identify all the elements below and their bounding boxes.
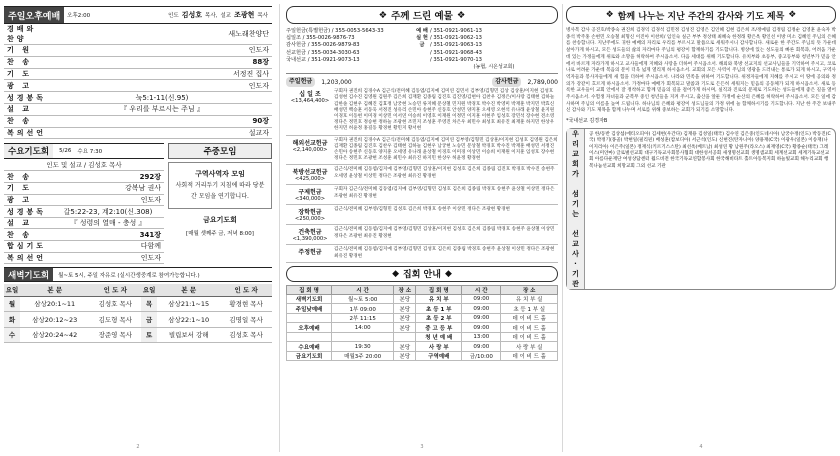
gathering-table	[286, 285, 558, 362]
side-char: 기	[572, 200, 579, 209]
order-row	[4, 92, 272, 104]
side-char: 교	[572, 240, 579, 249]
wednesday-service-title: 수요기도회	[4, 144, 53, 158]
table-cell	[287, 332, 332, 342]
table-row	[287, 351, 558, 361]
table-cell: 09:00	[462, 313, 501, 323]
offering-group	[286, 205, 558, 225]
diamond-icon: ❖	[605, 10, 614, 20]
gathering-banner	[286, 266, 558, 282]
prayer-title: 함께 나누는 지난 주간의 감사와 기도 제목	[617, 11, 785, 22]
table-cell	[394, 332, 416, 342]
weekday-meetings-title: 주중모임	[168, 143, 272, 159]
order-row	[4, 80, 272, 92]
page-divider	[279, 4, 280, 452]
order-label: 성경봉독	[4, 206, 52, 218]
diamond-icon: ❖	[788, 10, 797, 20]
prayer-signer: *국내선교 김경자B	[566, 118, 608, 125]
afternoon-service-time: 오후2:00	[67, 13, 91, 19]
sunday-offering-label: 주일헌금	[286, 77, 315, 87]
diamond-icon: ◆	[444, 268, 452, 279]
table-header: 본 문	[20, 284, 90, 296]
order-row	[4, 24, 272, 45]
offering-group-label	[286, 89, 334, 132]
table-cell: 구역예배	[416, 351, 462, 361]
wednesday-service-header	[4, 143, 164, 159]
account-list-middle-label: 예 배 실 헌 금	[416, 28, 428, 49]
table-cell	[287, 313, 332, 323]
table-cell: 09:00	[462, 304, 501, 314]
offering-group-names: 구회자 권진희 김경수A 김근식/전미혜 김동엽/김지예 김미연 김부영/김형민 김상훈/이지현 김성호 김영원 김은희 김재환 김종림 김진호 김찬우 김태현 김하늘 김현우 남궁현 노승민 문상철 박경호 박수진 박재훈 배성민 서정진 손민아 송현주 신동호 양지훈 오세영 유나래 윤상철 이경호 이미경 이상민 이승희 이재원 이지훈 임성호 장수현 정다은 정민호 조광현 조성훈 최민수 최유진 하지민 한상우 허윤정 황경현	[334, 137, 558, 162]
order-row	[4, 103, 272, 115]
table-row	[4, 327, 272, 343]
order-value: 강복남 권사	[52, 183, 164, 195]
side-char: 섬	[572, 190, 579, 199]
afternoon-service-leaders: 인도 김성호 목사, 설교 조광현 목사	[168, 11, 268, 19]
offering-group-name: 장학헌금	[298, 209, 322, 217]
order-label: 기 도	[4, 68, 52, 80]
afternoon-service-header	[4, 6, 272, 24]
table-cell: 빌립보서 강해	[157, 327, 220, 343]
offering-group	[286, 185, 558, 205]
missionary-side-label	[567, 129, 585, 289]
offering-group	[286, 225, 558, 245]
table-cell: 김성호 목사	[220, 327, 272, 343]
offering-group-label	[286, 207, 334, 222]
offering-totals	[286, 77, 558, 87]
table-cell: 토	[141, 327, 157, 343]
table-cell: 09:00	[462, 342, 501, 352]
offering-group-names: 김근식/전미혜 김부영/김형민 김성호 김은희 박경호 송현주 이상민 정다은 조광현 황경현	[334, 207, 510, 213]
order-row	[4, 56, 272, 68]
table-row	[287, 304, 558, 314]
side-char	[574, 219, 576, 229]
order-value: 설교자	[52, 127, 272, 139]
offering-group-names: 김근식/전미혜 김동엽/김지예 김부영/김형민 김상훈/이지현 김성호 김은희 김종림 박경호 송현주 윤상철 이상민 정다은 조광현 최유진 황경현	[334, 227, 555, 239]
account-line: / 351-0921-9062-13	[430, 35, 482, 42]
page-number: 4	[699, 444, 703, 450]
table-cell: 수요예배	[287, 342, 332, 352]
order-row	[4, 194, 164, 206]
table-cell: 화	[4, 312, 20, 328]
order-label: 설 교	[4, 103, 52, 115]
order-value: 292장	[52, 171, 164, 183]
table-header: 시 간	[462, 285, 501, 294]
order-row	[4, 171, 164, 183]
order-row	[4, 252, 164, 264]
table-cell: 금	[141, 312, 157, 328]
bulletin-page-4	[566, 6, 836, 450]
offering-groups	[286, 87, 558, 263]
order-value: 인도자	[52, 80, 272, 92]
table-cell: 김성호 목사	[90, 296, 142, 312]
thanks-offering-amount: 2,789,000	[527, 78, 558, 86]
order-value: 『 우리를 부르시는 주님 』	[52, 103, 272, 115]
diamond-icon: ❖	[378, 9, 388, 21]
weekday-meetings	[168, 143, 272, 264]
order-value: 인도자	[52, 194, 164, 206]
order-value: 갈5:22-23, 계2:10(신.308)	[52, 206, 164, 218]
offering-group	[286, 87, 558, 135]
order-label: 설 교	[4, 217, 52, 229]
diamond-icon: ❖	[456, 9, 466, 21]
order-label: 기 원	[4, 45, 52, 57]
offering-group-names: 구회자 권진희 김경수A 김근식/전미혜 김동엽/김지예 김미연 김민서 김부영/김형민 김상 김상훈/이지현 김성호 김성현 김수진 김영원 김원주 김은희 김재환 김종림 김진호 김진영/김현아 김찬우 김정은/이사랑 김태현 김하늘 김한솔 김현우 김혜진 김효정 남궁현 노승민 류지혜 문상철 민지원 박경호 박수진 박영미 박재훈 박지민 박효신 배성민 백승훈 서동욱 서정진 성유리 손민아 송현주 신동호 안성민 양지훈 오세영 오현석 유나래 윤상철 윤지원 이경호 이동현 이미경 이상민 이서연 이승희 이영호 이재원 이정민 이지훈 이현주 임성호 장민석 장수현 전소영 정다은 정민호 정승현 정하늘 조광현 조민지 조성훈 주영진 차은우 최민수 최성호 최유진 최재훈 하지민 한상우 한지민 허윤정 홍길동 황경현 황민지 황서현	[334, 89, 555, 132]
table-header: 요일	[141, 284, 157, 296]
table-cell: 초 등 1 부 실	[501, 304, 558, 314]
offering-group-name: 북방선교헌금	[292, 169, 328, 177]
table-row	[287, 332, 558, 342]
table-cell: 주일낮예배	[287, 304, 332, 314]
gathering-section	[286, 266, 558, 362]
table-cell: 데 이 비 드 홀	[501, 313, 558, 323]
offering-banner	[286, 6, 558, 24]
table-cell: 수	[4, 327, 20, 343]
afternoon-service-title: 주일오후예배	[4, 7, 64, 23]
table-cell: 19:30	[332, 342, 394, 352]
wednesday-lead-line: 인도 및 설교 / 김성호 목사	[4, 159, 164, 171]
table-header: 요일	[4, 284, 20, 296]
order-value: 341장	[52, 229, 164, 241]
table-cell: 1부 09:00	[332, 304, 394, 314]
offering-group-label	[286, 247, 334, 259]
table-cell: 09:00	[462, 294, 501, 304]
offering-group-names: 김근식/전미혜 김동엽/김지예 김부영/김형민 김성호 김은희 김종림 박경호 송현주 윤상철 이상민 정다은 조광현 최유진 황경현	[334, 247, 555, 259]
order-label: 복의선언	[4, 127, 52, 139]
table-cell: 새벽기도회	[287, 294, 332, 304]
offering-group-amount: <2,140,000>	[292, 146, 328, 153]
wednesday-service	[4, 143, 164, 264]
order-label: 찬 송	[4, 229, 52, 241]
order-row	[4, 217, 164, 229]
dawn-prayer-table	[4, 284, 272, 343]
missionary-box	[566, 128, 836, 290]
table-cell: 본당	[394, 342, 416, 352]
table-cell: 오후예배	[287, 323, 332, 333]
order-value: 눅5:1-11(신.95)	[52, 92, 272, 104]
table-cell: 데 이 비 드 홀	[501, 323, 558, 333]
account-line: 국내선교 / 351-0921-9073-13	[286, 56, 360, 63]
table-row	[287, 323, 558, 333]
table-cell: 초 등 1 부	[416, 304, 462, 314]
bank-note: (농협, 시온성교회)	[473, 64, 515, 71]
offering-group-amount: <1,390,000>	[292, 236, 328, 243]
table-cell: 13:00	[462, 332, 501, 342]
table-cell: 삼상20:12~23	[20, 312, 90, 328]
table-cell: 본당	[394, 323, 416, 333]
table-cell: 장준영 목사	[90, 327, 142, 343]
table-cell: 월~토 5:00	[332, 294, 394, 304]
offering-group-amount: <340,000>	[294, 196, 326, 203]
table-cell: 매월3주 20:00	[332, 351, 394, 361]
offering-group-name: 주정헌금	[298, 249, 322, 257]
side-char: 선	[572, 230, 579, 239]
cell-leader-meeting-title: 구역사역자 모임	[195, 170, 245, 179]
table-header: 장 소	[394, 285, 416, 294]
account-list-right	[430, 28, 558, 71]
offering-group-label	[286, 138, 334, 163]
table-cell: 본당	[394, 351, 416, 361]
order-row	[4, 68, 272, 80]
side-char: 리	[572, 140, 579, 149]
cell-leader-meeting-text: 사회적 거리두기 지침에 따라 당분간 모임을 연기합니다.	[175, 182, 265, 201]
offering-group-amount: <425,000>	[294, 176, 326, 183]
table-cell	[332, 332, 394, 342]
order-label: 찬 송	[4, 171, 52, 183]
side-char: 관	[572, 280, 579, 289]
table-cell: 목	[141, 296, 157, 312]
order-value: 인도자	[52, 45, 272, 57]
order-label: 광 고	[4, 194, 52, 206]
offering-group-amount: <13,464,400>	[290, 98, 330, 105]
offering-group-name: 구제헌금	[298, 189, 322, 197]
order-label: 복의선언	[4, 252, 52, 264]
table-cell: 삼상20:1~11	[20, 296, 90, 312]
wednesday-order-table	[4, 159, 164, 264]
order-label: 경배와 찬양	[4, 24, 52, 45]
account-line: / 351-0921-9068-43	[430, 49, 482, 56]
table-cell: 월	[4, 296, 20, 312]
side-char: 는	[572, 210, 579, 219]
dawn-prayer-note: 월~토 5시, 주일 자유로 (실시간생중계로 참여가능합니다.)	[58, 272, 200, 279]
side-char: 회	[572, 160, 579, 169]
table-cell: 청 년 예 배	[416, 332, 462, 342]
order-value: 『 성령의 열매 - 충성 』	[52, 217, 164, 229]
order-value: 90장	[52, 115, 272, 127]
order-value: 새노래찬양단	[52, 24, 272, 45]
table-cell: 초 등 2 부	[416, 313, 462, 323]
diamond-icon: ◆	[392, 268, 400, 279]
sunday-offering-amount: 1,203,000	[321, 78, 352, 86]
order-label: 찬 송	[4, 56, 52, 68]
table-cell: 유 치 부 실	[501, 294, 558, 304]
table-cell: 사 랑 부	[416, 342, 462, 352]
order-value: 88장	[52, 56, 272, 68]
offering-group-label	[286, 187, 334, 202]
side-char	[574, 179, 576, 189]
side-char: 교	[572, 150, 579, 159]
order-label: 합심기도	[4, 241, 52, 253]
prayer-banner	[566, 6, 836, 24]
afternoon-order-table	[4, 24, 272, 139]
table-cell: 2부 11:15	[332, 313, 394, 323]
table-cell: 금/10:00	[462, 351, 501, 361]
side-char: ·	[574, 260, 577, 269]
table-cell: 금요기도회	[287, 351, 332, 361]
wednesday-service-time: 수요 7:30	[77, 149, 103, 156]
table-cell: 중 고 등 부	[416, 323, 462, 333]
table-row	[287, 294, 558, 304]
cell-leader-meeting-box	[168, 162, 272, 209]
table-cell: 사 랑 부 실	[501, 342, 558, 352]
table-cell: 삼상22:1~10	[157, 312, 220, 328]
order-row	[4, 183, 164, 195]
side-char: 사	[572, 250, 579, 259]
table-cell: 본당	[394, 294, 416, 304]
order-row	[4, 115, 272, 127]
table-cell: 데 이 비 드 홀	[501, 332, 558, 342]
table-row	[4, 312, 272, 328]
order-row	[4, 45, 272, 57]
dawn-prayer-title: 새벽기도회	[4, 268, 53, 281]
order-label: 찬 송	[4, 115, 52, 127]
friday-prayer-title: 금요기도회	[203, 216, 237, 225]
table-cell: 김명일 목사	[220, 312, 272, 328]
table-cell: 09:00	[462, 323, 501, 333]
table-cell: 김도형 목사	[90, 312, 142, 328]
table-cell: 본당	[394, 304, 416, 314]
account-line: / 351-0921-9070-13	[430, 56, 482, 63]
side-char: 기	[572, 270, 579, 279]
account-line: 주일헌금(특별헌금) / 355-0053-5643-33	[286, 28, 384, 34]
order-row	[4, 229, 164, 241]
wednesday-service-date: 5/26	[59, 148, 72, 155]
bulletin-page-3	[286, 6, 558, 450]
order-label: 광 고	[4, 80, 52, 92]
offering-group	[286, 245, 558, 262]
offering-group-label	[286, 227, 334, 242]
table-cell: 본당	[394, 313, 416, 323]
offering-group-amount: <250,000>	[294, 216, 326, 223]
friday-prayer-text: [매월 셋째주 금, 저녁 8:00]	[186, 231, 254, 238]
page-divider	[562, 4, 563, 452]
account-line: 십일조 / 355-0026-9876-73	[286, 35, 355, 42]
offering-group-name: 십 일 조	[299, 91, 321, 99]
table-row	[287, 342, 558, 352]
page-number: 2	[136, 444, 140, 450]
order-row	[4, 241, 164, 253]
table-cell: 유 치 부	[416, 294, 462, 304]
prayer-text: 병사복 감사 공진호/박종숙 권진희 김경익 김경석 김민정 김성진 김영은 김인혜 김현 김은희 조/정예림 김정림 김정순 김영훈 윤숙자 박종석 박주홍 손현민 오승철 최형신 이진아 이찬희/ 임인숙 실근 부부 정상태 최혜숙 한정래 황은옥 황인선 이방 미소 김혜인 주님의 은혜를 찬송합니다. 지난주에도 귀한 예배의 자리로 우리를 부르시고 말씀으로 세워주시니 감사합니다. 새로운 한 주간도 주님의 뜻 가운데 살아가게 하시고, 모든 성도들의 삶의 자리마다 주님의 평강이 함께하기를 기도합니다. 병상에 있는 성도들의 빠른 회복과, 어려움 가운데 있는 가정들에게 위로와 소망을 허락하여 주시옵소서. 다음 세대를 위해 기도합니다. 유치부와 초등부, 중고등부와 청년부가 믿음 안에서 바르게 자라가게 하시고 교사들에게 지혜와 사랑을 더하여 주시옵소서. 해외와 북방 선교지의 선교사님들을 기억하여 주시고, 코로나로 어려운 가운데 복음의 문이 더욱 넓게 열리게 하시옵소서. 교회의 모든 사역이 주님의 영광을 드러내는 통로가 되게 하시고, 구역사역자들과 봉사자들에게 새 힘을 더하여 주시옵소서. 나라와 민족을 위하여 기도합니다. 위정자들에게 지혜를 주시고 이 땅에 공의와 정의가 강같이 흐르게 하시옵소서. 가정마다 예배가 회복되고 말씀과 기도로 든든히 세워지는 믿음의 공동체가 되게 하시옵소서. 새로 등록한 교우들이 교회 안에서 잘 정착하고 함께 믿음의 길을 걸어가게 하시며, 실직과 진로의 문제로 기도하는 성도들에게 좋은 길을 열어 주시옵소서. 수험생 자녀들과 군복무 중인 청년들을 지켜 주시고, 출산을 앞둔 가정에 순산의 은혜를 허락하여 주시옵소서. 모든 일에 감사하며 주님의 이름을 높여 드립니다. 하나님의 은혜와 평강이 성도님들의 가정 위에 늘 함께하시기를 기도합니다. 지난 한 주간 보내주신 감사와 기도 제목을 함께 나누며 서로를 위해 중보하는 교회가 되기를 소망합니다.	[566, 28, 836, 114]
offering-group-label	[286, 167, 334, 182]
offering-group-names: 김근식/전미혜 김동엽/김지예 김부영/김형민 김상훈/이지현 김성호 김은희 김종림 김진호 박경호 박수진 송현주 오세영 윤상철 이상민 정다은 조광현 최유진 황경현	[334, 167, 555, 179]
table-header: 인 도 자	[220, 284, 272, 296]
account-line: / 351-0921-9063-13	[430, 42, 482, 49]
offering-group-names: 구회자 김근식/전미혜 김동엽/김지예 김부영/김형민 김성호 김은희 김종림 박경호 송현주 윤상철 이상민 정다은 조광현 최유진 황경현	[334, 187, 555, 199]
gathering-title: 집회 안내	[403, 270, 441, 281]
order-row	[4, 206, 164, 218]
account-list	[286, 28, 558, 74]
offering-group-name: 건축헌금	[298, 229, 322, 237]
offering-group	[286, 165, 558, 185]
order-value: 다함께	[52, 241, 164, 253]
dawn-prayer-header	[4, 267, 272, 282]
table-cell: 황경현 목사	[220, 296, 272, 312]
side-char: 우	[572, 130, 579, 139]
table-header: 시 간	[332, 285, 394, 294]
bulletin-page-2	[4, 6, 272, 450]
missionary-list: 공 한/동반 김상섭(에티오피아) 김세현(우간다) 김재용 김성일(태국) 김수연 김은중(인도네시아) 남궁수정(인도) 박동진(C국) 박정기(몽골) 박현일(필리핀) 배성훈(캄보디아) 서근석(인도) 신현진(탄자니아) 양용재(C국) 이광우(일본) 이송재(나이지리아) 이은주(일본) 정재식(키르기스스탄) 최선옥(베트남) 최성연 황 남원주(라오스) 최재영(C국) 황종순(태국) 그레이스(미얀마) 글로벌선교회 대구기독교사회봉사협회 대한성서공회 새생명선교회 생명샘교회 세계선교회 세계기독교선교회 아름다운재단 여성상담센터 월드비전 한국기독교연합봉사회 한국해비타트 홀트아동복지회 하늘빛교회 해누리교회 행복나눔선교회 희망교회 그외 선교 기관	[589, 132, 831, 169]
order-value: 인도자	[52, 252, 164, 264]
account-line: / 351-0921-9061-13	[430, 28, 482, 34]
side-char: 가	[572, 170, 579, 179]
table-header: 본 문	[157, 284, 220, 296]
account-list-left	[286, 28, 414, 71]
table-header: 집 회 명	[416, 285, 462, 294]
order-value: 서정진 집사	[52, 68, 272, 80]
table-header: 인 도 자	[90, 284, 142, 296]
table-row	[287, 313, 558, 323]
account-line: 선교헌금 / 355-0034-3030-63	[286, 49, 360, 56]
table-row	[4, 296, 272, 312]
table-cell: 삼상20:24~42	[20, 327, 90, 343]
table-cell: 14:00	[332, 323, 394, 333]
table-header: 장 소	[501, 285, 558, 294]
order-label: 성경봉독	[4, 92, 52, 104]
order-label: 기 도	[4, 183, 52, 195]
table-cell: 삼상21:1~15	[157, 296, 220, 312]
table-header: 집 회 명	[287, 285, 332, 294]
page-number: 3	[420, 444, 424, 450]
account-line: 감사헌금 / 355-0026-9879-83	[286, 42, 360, 49]
thanks-offering-label: 감사헌금	[492, 77, 521, 87]
table-cell: 데 이 비 드 홀	[501, 351, 558, 361]
offering-group-name: 해외선교헌금	[292, 139, 328, 147]
offering-title: 주께 드린 예물	[391, 11, 453, 22]
order-row	[4, 127, 272, 139]
offering-group	[286, 136, 558, 166]
